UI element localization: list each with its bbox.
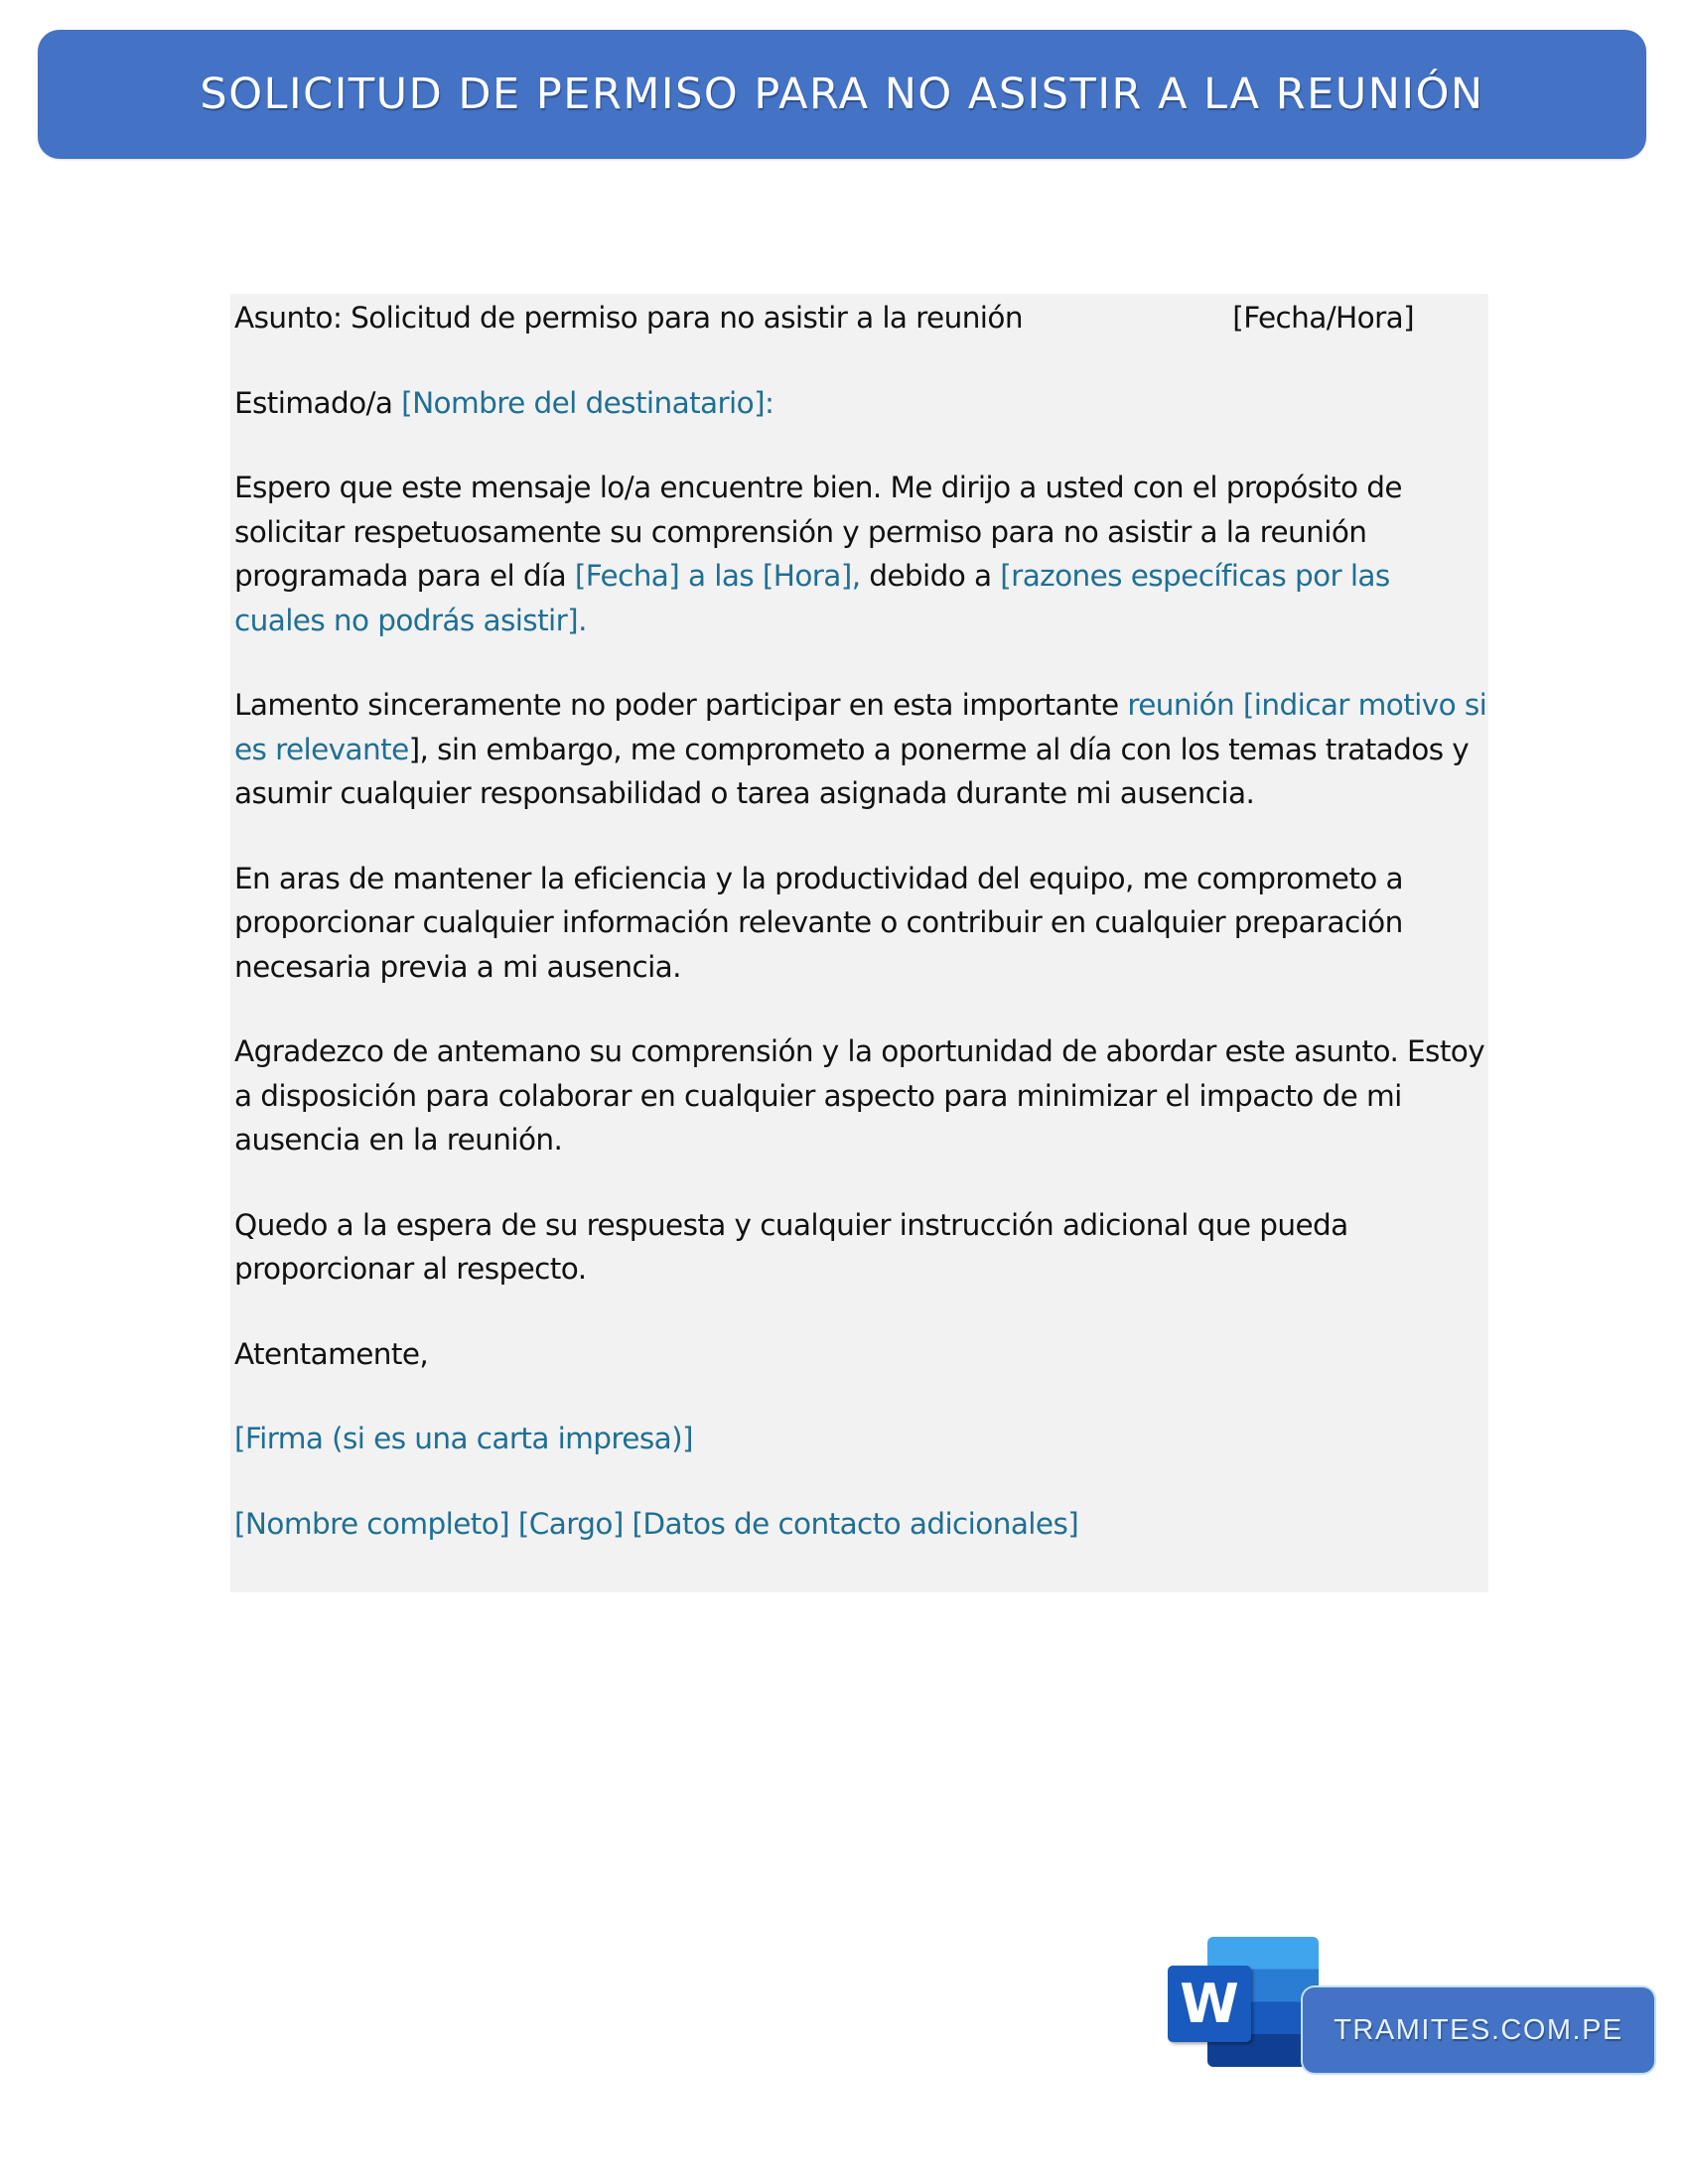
- paragraph-1-text: Espero que este mensaje lo/a encuentre bien. Me dirijo a usted con el propósito de solicitar respetuosamente su comprensión y permiso para no asistir a la reunión programada para el día: [234, 471, 1402, 593]
- paragraph-5: Quedo a la espera de su respuesta y cualquier instrucción adicional que pueda proporcionar al respecto.: [234, 1207, 1348, 1286]
- paragraph-3: En aras de mantener la eficiencia y la productividad del equipo, me comprometo a proporcionar cualquier información relevante o contribuir en cualquier preparación necesaria previa a mi ausencia.: [234, 861, 1404, 984]
- site-badge[interactable]: [1303, 1987, 1654, 2073]
- paragraph-1: [234, 466, 1488, 642]
- reasons-placeholder: [razones específicas por las cuales no podrás asistir].: [234, 559, 1390, 637]
- recipient-placeholder: [Nombre del destinatario]:: [401, 385, 774, 420]
- word-letter-tile: [1168, 1966, 1251, 2042]
- paragraph-4: Agradezco de antemano su comprensión y la oportunidad de abordar este asunto. Estoy a disposición para colaborar en cualquier aspecto para minimizar el impacto de mi ausencia en la reunión.: [234, 1034, 1485, 1157]
- reason-placeholder: reunión [indicar motivo si es relevante: [234, 688, 1487, 766]
- sender-placeholder: [Nombre completo] [Cargo] [Datos de contacto adicionales]: [234, 1506, 1079, 1541]
- site-label: TRAMITES.COM.PE: [1334, 2013, 1623, 2046]
- footer-branding: [1162, 1931, 1658, 2080]
- title-banner: [38, 30, 1646, 159]
- paragraph-1-text-b: debido a: [860, 559, 1001, 593]
- greeting-prefix: Estimado/a: [234, 385, 402, 420]
- date-time-placeholder: [Fecha] a las [Hora],: [574, 559, 861, 593]
- signature-placeholder: [Firma (si es una carta impresa)]: [234, 1422, 693, 1455]
- greeting: [234, 381, 1488, 426]
- subject-line: [234, 296, 1488, 341]
- paragraph-2-text: Lamento sinceramente no poder participar en esta importante: [234, 688, 1128, 722]
- page-title: SOLICITUD DE PERMISO PARA NO ASISTIR A LA REUNIÓN: [200, 69, 1484, 119]
- subject-text: Asunto: Solicitud de permiso para no asistir a la reunión: [234, 301, 1023, 335]
- word-letter: W: [1180, 1972, 1239, 2035]
- paragraph-2-text-b: ], sin embargo, me comprometo a ponerme al día con los temas tratados y asumir cualquier responsabilidad o tarea asignada durante mi ausencia.: [234, 732, 1470, 810]
- paragraph-2: [234, 683, 1488, 816]
- date-placeholder: [Fecha/Hora]: [1232, 301, 1414, 335]
- letter-body: [230, 294, 1488, 1592]
- closing: Atentamente,: [234, 1336, 429, 1371]
